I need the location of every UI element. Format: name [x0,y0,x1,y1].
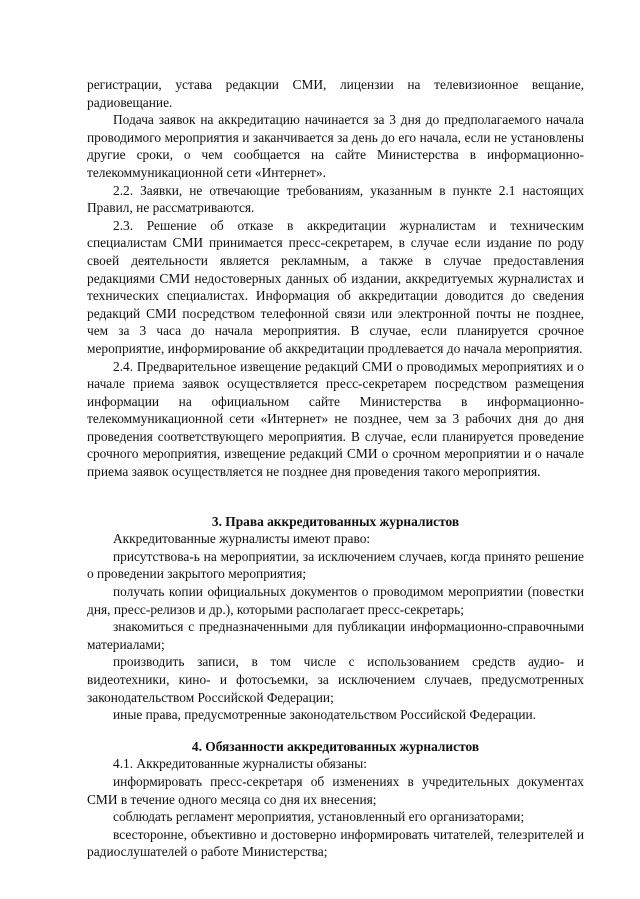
paragraph-2-4: 2.4. Предварительное извещение редакций СМИ о проводимых мероприятиях и о начале приема заявок осуществляется пресс-секретарем посредством размещения информации на официальном сайте Министерства в информационно-телекоммуникационной сети «Интернет» не позднее, чем за 3 рабочих дня до дня проведения соответствующего мероприятия. В случае, если планируется проведение срочного мероприятия, извещение редакций СМИ о срочном мероприятии и о начале приема заявок осуществляется не позднее дня проведения такого мероприятия. [87,358,584,480]
right-attend: присутствова-ь на мероприятии, за исключением случаев, когда принято решение о проведении закрытого мероприятия; [87,548,584,582]
right-records: производить записи, в том числе с использованием средств аудио- и видеотехники, кино- и фотосъемки, за исключением случаев, предусмотренных законодательством Российской Федерации; [87,654,584,705]
section-3-heading: 3. Права аккредитованных журналистов [211,513,460,529]
paragraph-intro-continuation: регистрации, устава редакции СМИ, лицензии на телевизионное вещание, радиовещание. [87,77,584,110]
section-3-intro: Аккредитованные журналисты имеют право: [113,531,371,547]
section-spacer [87,724,584,738]
duty-inform-changes: информировать пресс-секретаря об изменениях в учредительных документах СМИ в течение одного месяца со дня их внесения; [87,773,584,807]
duty-inform-public: всесторонне, объективно и достоверно информировать читателей, телезрителей и радиослушателей о работе Министерства; [87,826,584,860]
paragraph-2-2: 2.2. Заявки, не отвечающие требованиям, указанным в пункте 2.1 настоящих Правил, не рассматриваются. [87,182,584,216]
duty-follow-rules: соблюдать регламент мероприятия, установленный его организаторами; [113,809,525,825]
paragraph-2-3: 2.3. Решение об отказе в аккредитации журналистам и техническим специалистам СМИ принимается пресс-секретарем, в случае если издание по роду своей деятельности является рекламным, а также в случае предоставления редакциями СМИ недостоверных данных об издании, аккредитуемых журналистах и технических специалистах. Информация об аккредитации доводится до сведения редакций СМИ посредством телефонной связи или электронной почты не позднее, чем за 3 часа до начала мероприятия. В случае, если планируется срочное мероприятие, информирование об аккредитации продлевается до начала мероприятия. [87,217,584,356]
section-4-heading: 4. Обязанности аккредитованных журналистов [191,738,480,754]
document-page [87,76,584,861]
right-materials: знакомиться с предназначенными для публикации информационно-справочными материалами; [87,619,584,652]
right-other: иные права, предусмотренные законодательством Российской Федерации. [113,707,536,723]
paragraph-application-period: Подача заявок на аккредитацию начинается за 3 дня до предполагаемого начала проводимого мероприятия и заканчивается за день до его начала, если не установлены другие сроки, о чем сообщается на сайте Министерства в информационно-телекоммуникационной сети «Интернет». [87,112,584,180]
right-documents: получать копии официальных документов о проводимом мероприятии (повестки дня, пресс-релизов и др.), которыми располагает пресс-секретарь; [87,584,584,617]
section-spacer [87,481,584,513]
section-4-intro: 4.1. Аккредитованные журналисты обязаны: [113,756,367,772]
